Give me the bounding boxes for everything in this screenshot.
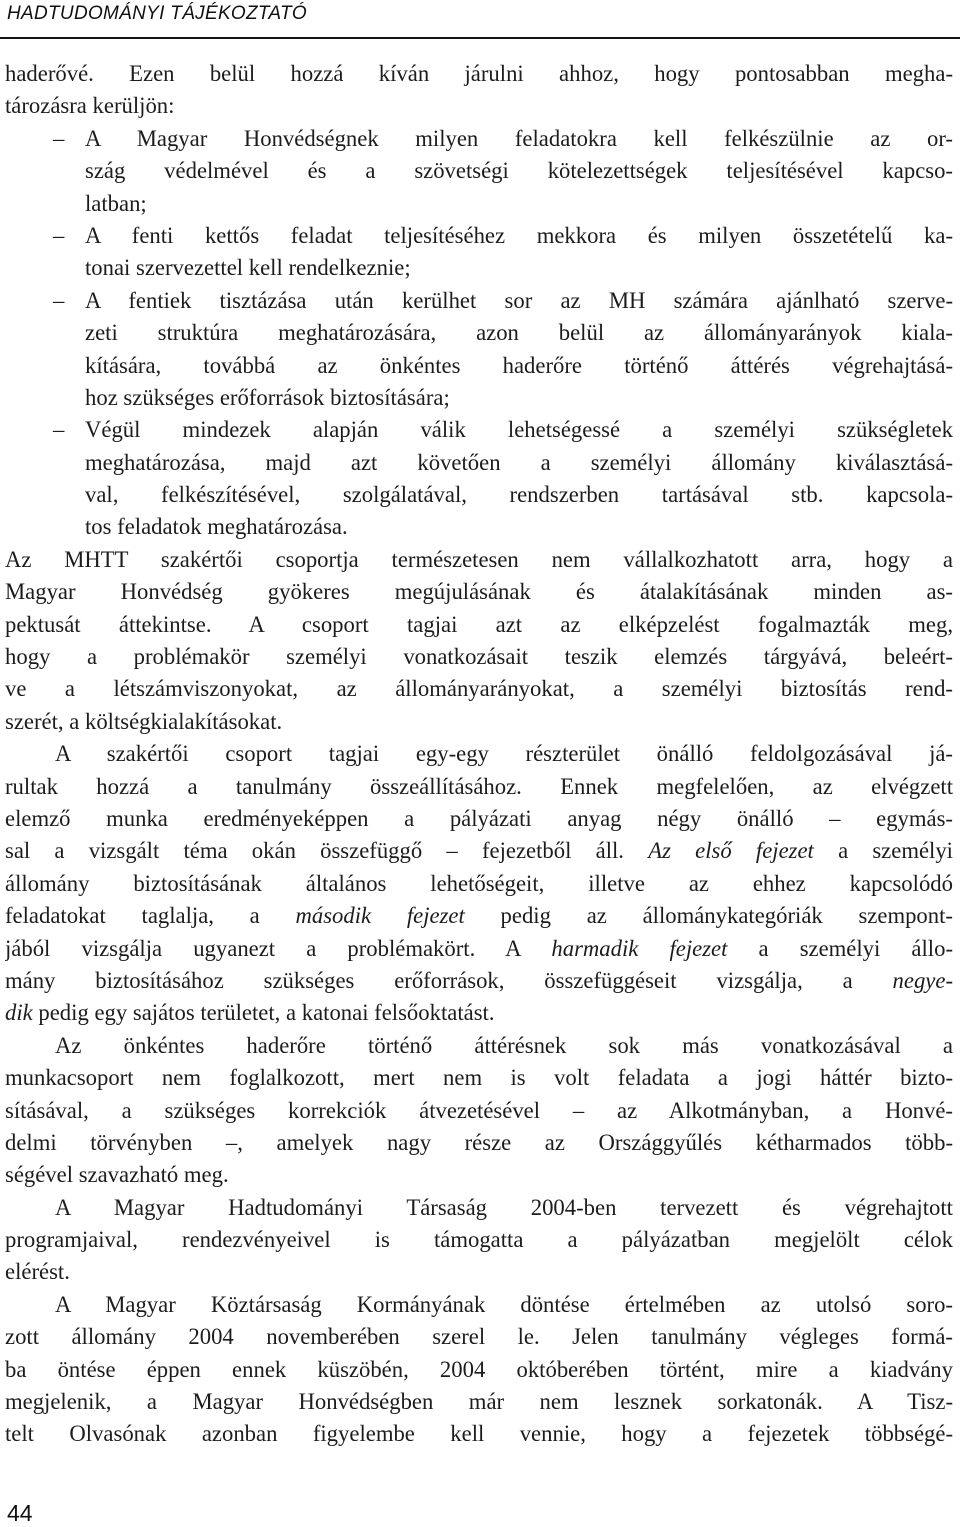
dash-bullet: –: [53, 125, 65, 151]
italic-chapter-ref: dik: [5, 1000, 33, 1026]
text-run: a személyi állo-: [727, 935, 953, 961]
text-line: hogy a problémakör személyi vonatkozásait teszik elemzés tárgyává, beleért-: [5, 644, 953, 670]
text-line: megjelenik, a Magyar Honvédségben már nem lesznek sorkatonák. A Tisz-: [5, 1389, 953, 1415]
paragraph: [5, 544, 953, 738]
running-title: HADTUDOMÁNYI TÁJÉKOZTATÓ: [7, 3, 307, 24]
list-item: [5, 414, 953, 544]
text-line: ve a létszámviszonyokat, az állományarányokat, a személyi biztosítás rend-: [5, 676, 953, 702]
text-line: ségével szavazható meg.: [5, 1162, 229, 1188]
bullet-list: [5, 123, 953, 544]
intro-paragraph: [5, 58, 953, 123]
text-run: pedig az állománykategóriák szempont-: [464, 903, 953, 929]
text-run: mány biztosításához szükséges erőforrások, összefüggéseit vizsgálja, a: [5, 967, 893, 993]
italic-chapter-ref: Az első fejezet: [648, 838, 814, 864]
text-line: sításával, a szükséges korrekciók átvezetésével – az Alkotmányban, a Honvé-: [5, 1097, 953, 1123]
text-line: elérést.: [5, 1259, 70, 1285]
italic-chapter-ref: negye-: [892, 967, 953, 993]
paragraph: [5, 738, 953, 1030]
text-line: latban;: [85, 190, 147, 216]
text-line: pektusát áttekintse. A csoport tagjai azt az elképzelést fogalmazták meg,: [5, 611, 953, 637]
list-item: [5, 285, 953, 415]
text-run: a személyi: [813, 838, 953, 864]
text-line: A szakértői csoport tagjai egy-egy részterület önálló feldolgozásával já-: [55, 741, 953, 767]
dash-bullet: –: [53, 417, 65, 443]
text-line: rultak hozzá a tanulmány összeállításához. Ennek megfelelően, az elvégzett: [5, 773, 953, 799]
text-line: munkacsoport nem foglalkozott, mert nem is volt feladata a jogi háttér bizto-: [5, 1065, 953, 1091]
text-run: pedig egy sajátos területet, a katonai felsőoktatást.: [32, 1000, 495, 1026]
list-item: [5, 220, 953, 285]
italic-chapter-ref: második fejezet: [295, 903, 465, 929]
text-line: A fentiek tisztázása után kerülhet sor az MH számára ajánlható szerve-: [85, 287, 953, 313]
text-line: kítására, továbbá az önkéntes haderőre történő áttérés végrehajtásá-: [85, 352, 953, 378]
text-line: Magyar Honvédség gyökeres megújulásának és átalakításának minden as-: [5, 579, 953, 605]
paragraph: [5, 1192, 953, 1289]
text-line: zott állomány 2004 novemberében szerel le. Jelen tanulmány végleges formá-: [5, 1324, 953, 1350]
text-run: feladatokat taglalja, a: [5, 903, 296, 929]
text-line: elemző munka eredményeképpen a pályázati anyag négy önálló – egymás-: [5, 805, 953, 831]
text-line: A fenti kettős feladat teljesítéséhez mekkora és milyen összetételű ka-: [85, 222, 953, 248]
text-run: sal a vizsgált téma okán összefüggő – fejezetből áll.: [5, 838, 649, 864]
text-line: [5, 900, 953, 932]
italic-chapter-ref: harmadik fejezet: [551, 935, 728, 961]
text-run: jából vizsgálja ugyanezt a problémakört. A: [5, 935, 552, 961]
text-line: [5, 933, 953, 965]
dash-bullet: –: [53, 287, 65, 313]
text-line: állomány biztosításának általános lehetőségeit, illetve az ehhez kapcsolódó: [5, 870, 953, 896]
list-item: [5, 123, 953, 220]
page-number: 44: [7, 1500, 33, 1526]
text-line: A Magyar Honvédségnek milyen feladatokra kell felkészülnie az or-: [85, 125, 953, 151]
text-line: Az önkéntes haderőre történő áttérésnek sok más vonatkozásával a: [55, 1032, 953, 1058]
text-line: tos feladatok meghatározása.: [85, 514, 348, 540]
text-line: [5, 835, 953, 867]
text-line: hoz szükséges erőforrások biztosítására;: [85, 384, 450, 410]
text-line: telt Olvasónak azonban figyelembe kell vennie, hogy a fejezetek többségé-: [5, 1421, 953, 1447]
text-line: tonai szervezettel kell rendelkeznie;: [85, 255, 411, 281]
header-rule: [0, 37, 960, 39]
text-line: A Magyar Hadtudományi Társaság 2004-ben tervezett és végrehajtott: [55, 1194, 953, 1220]
text-line: delmi törvényben –, amelyek nagy része az Országgyűlés kétharmados több-: [5, 1129, 953, 1155]
text-line: [5, 997, 953, 1029]
text-line: meghatározása, majd azt követően a személyi állomány kiválasztásá-: [85, 449, 953, 475]
text-line: zeti struktúra meghatározására, azon belül az állományarányok kiala-: [85, 320, 953, 346]
text-line: Az MHTT szakértői csoportja természetesen nem vállalkozhatott arra, hogy a: [5, 546, 953, 572]
dash-bullet: –: [53, 222, 65, 248]
text-line: szág védelmével és a szövetségi kötelezettségek teljesítésével kapcso-: [85, 158, 953, 184]
text-line: haderővé. Ezen belül hozzá kíván járulni ahhoz, hogy pontosabban megha-: [5, 61, 953, 86]
text-line: szerét, a költségkialakításokat.: [5, 708, 283, 734]
text-line: programjaival, rendezvényeivel is támogatta a pályázatban megjelölt célok: [5, 1227, 953, 1253]
paragraph: [5, 1289, 953, 1451]
text-line: tározásra kerüljön:: [5, 93, 175, 119]
text-line: Végül mindezek alapján válik lehetségessé a személyi szükségletek: [85, 417, 953, 443]
text-line: [5, 965, 953, 997]
text-line: ba öntése éppen ennek küszöbén, 2004 októberében történt, mire a kiadvány: [5, 1356, 953, 1382]
paragraph: [5, 1030, 953, 1192]
text-line: val, felkészítésével, szolgálatával, rendszerben tartásával stb. kapcsola-: [85, 482, 953, 508]
text-line: A Magyar Köztársaság Kormányának döntése értelmében az utolsó soro-: [55, 1291, 953, 1317]
page-body: [5, 58, 953, 1451]
